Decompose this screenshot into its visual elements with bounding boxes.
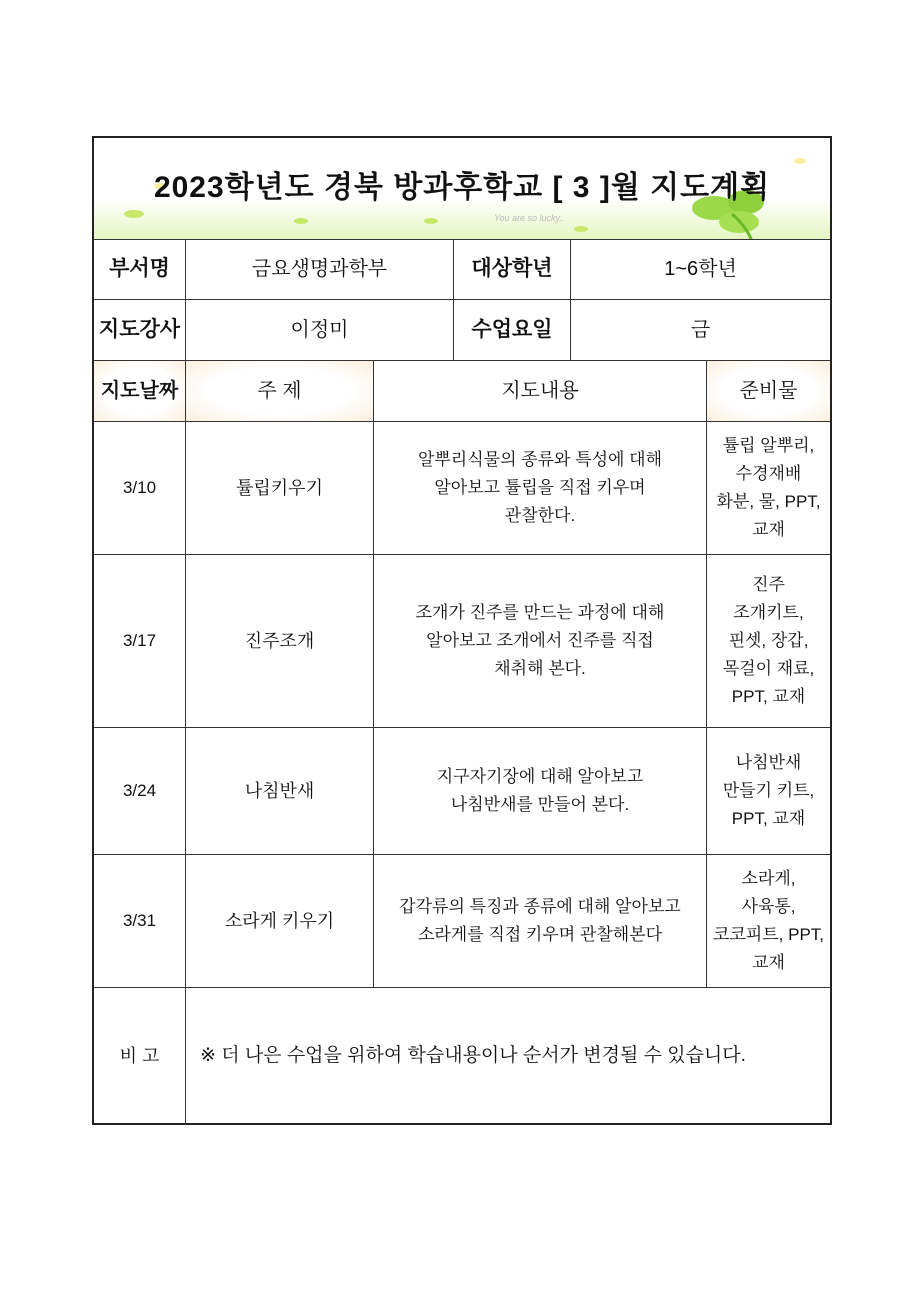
row-materials-line: 교재	[752, 953, 785, 973]
grade-value: 1~6학년	[571, 239, 830, 300]
row-materials-line: 핀셋, 장갑,	[728, 630, 809, 650]
remarks-label: 비 고	[94, 988, 186, 1125]
row-content-line: 조개가 진주를 만드는 과정에 대해	[415, 602, 665, 622]
row-materials	[707, 422, 830, 555]
row-topic: 진주조개	[186, 555, 374, 728]
page-title: 2023학년도 경북 방과후학교 [ 3 ]월 지도계획	[153, 171, 771, 204]
row-materials-line: 나침반새	[735, 752, 802, 772]
grade-label: 대상학년	[454, 239, 571, 300]
row-materials-line: 만들기 키트,	[722, 780, 815, 800]
row-materials-line: 수경재배	[735, 463, 802, 483]
day-value: 금	[571, 300, 830, 361]
row-content-line: 알뿌리식물의 종류와 특성에 대해	[417, 449, 663, 469]
row-topic: 나침반새	[186, 728, 374, 855]
row-materials	[707, 555, 830, 728]
row-content	[374, 422, 707, 555]
row-content-line: 알아보고 조개에서 진주를 직접	[426, 630, 654, 650]
row-materials-line: 교재	[752, 520, 785, 540]
row-content-line: 갑각류의 특징과 종류에 대해 알아보고	[399, 896, 681, 916]
row-content-line: 채취해 본다.	[494, 659, 586, 679]
row-content-line: 지구자기장에 대해 알아보고	[436, 766, 644, 786]
row-materials-line: PPT, 교재	[731, 687, 806, 707]
row-topic: 소라게 키우기	[186, 855, 374, 988]
row-date: 3/10	[94, 422, 186, 555]
day-label: 수업요일	[454, 300, 571, 361]
row-date: 3/24	[94, 728, 186, 855]
teacher-value: 이정미	[186, 300, 454, 361]
row-materials	[707, 728, 830, 855]
row-date: 3/31	[94, 855, 186, 988]
row-content	[374, 855, 707, 988]
row-materials	[707, 855, 830, 988]
row-materials-line: 튤립 알뿌리,	[722, 435, 815, 455]
row-content-line: 관찰한다.	[504, 506, 576, 526]
row-content-line: 소라게를 직접 키우며 관찰해본다	[417, 925, 663, 944]
row-date: 3/17	[94, 555, 186, 728]
row-materials-line: 사육통,	[741, 896, 796, 916]
remarks-text: ※ 더 나은 수업을 위하여 학습내용이나 순서가 변경될 수 있습니다.	[200, 1045, 746, 1067]
dept-label: 부서명	[94, 239, 186, 300]
plan-table	[92, 136, 832, 1125]
header-date: 지도날짜	[94, 361, 186, 422]
header-topic: 주 제	[186, 361, 374, 422]
row-materials-line: 화분, 물, PPT,	[716, 492, 821, 511]
row-topic: 튤립키우기	[186, 422, 374, 555]
row-content-line: 나침반새를 만들어 본다.	[450, 795, 630, 814]
row-materials-line: PPT, 교재	[731, 809, 806, 829]
header-materials: 준비물	[707, 361, 830, 422]
row-materials-line: 코코피트, PPT,	[712, 925, 825, 944]
row-content	[374, 555, 707, 728]
decoration-text: You are so lucky..	[494, 213, 565, 223]
teacher-label: 지도강사	[94, 300, 186, 361]
row-content-line: 알아보고 튤립을 직접 키우며	[434, 477, 646, 497]
row-materials-line: 진주	[752, 574, 785, 594]
row-materials-line: 조개키트,	[733, 602, 804, 622]
header-content: 지도내용	[374, 361, 707, 422]
row-materials-line: 소라게,	[741, 868, 796, 888]
title-banner	[94, 138, 830, 240]
row-materials-line: 목걸이 재료,	[722, 659, 815, 679]
dept-value: 금요생명과학부	[186, 239, 454, 300]
row-content	[374, 728, 707, 855]
